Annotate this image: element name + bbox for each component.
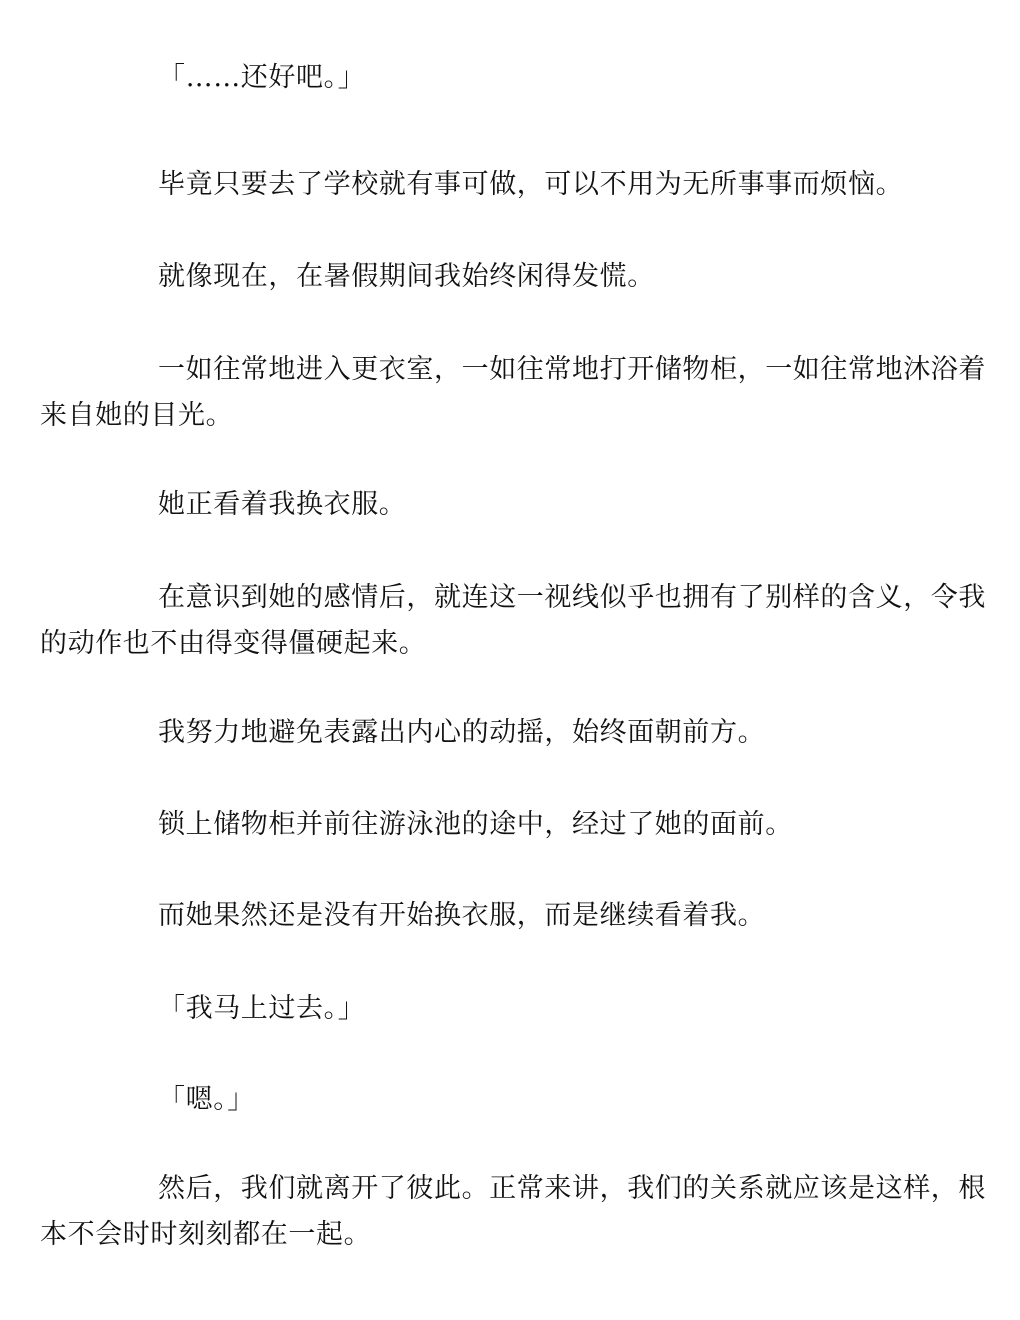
paragraph-8: 锁上储物柜并前往游泳池的途中，经过了她的面前。: [158, 809, 793, 840]
paragraph-5: 她正看着我换衣服。: [158, 489, 407, 520]
paragraph-9: 而她果然还是没有开始换衣服，而是继续看着我。: [158, 900, 766, 931]
paragraph-11: 「嗯。」: [158, 1084, 255, 1115]
paragraph-12: 然后，我们就离开了彼此。正常来讲，我们的关系就应该是这样，根本不会时时刻刻都在一起。: [40, 1173, 986, 1250]
paragraph-1: 「……还好吧。」: [158, 62, 366, 93]
paragraph-6: 在意识到她的感情后，就连这一视线似乎也拥有了别样的含义，令我的动作也不由得变得僵硬起来。: [40, 582, 986, 659]
paragraph-10: 「我马上过去。」: [158, 993, 366, 1024]
paragraph-3: 就像现在，在暑假期间我始终闲得发慌。: [158, 261, 655, 292]
paragraph-2: 毕竟只要去了学校就有事可做，可以不用为无所事事而烦恼。: [158, 169, 904, 200]
paragraph-4: 一如往常地进入更衣室，一如往常地打开储物柜，一如往常地沐浴着来自她的目光。: [40, 354, 986, 431]
paragraph-7: 我努力地避免表露出内心的动摇，始终面朝前方。: [158, 717, 766, 748]
